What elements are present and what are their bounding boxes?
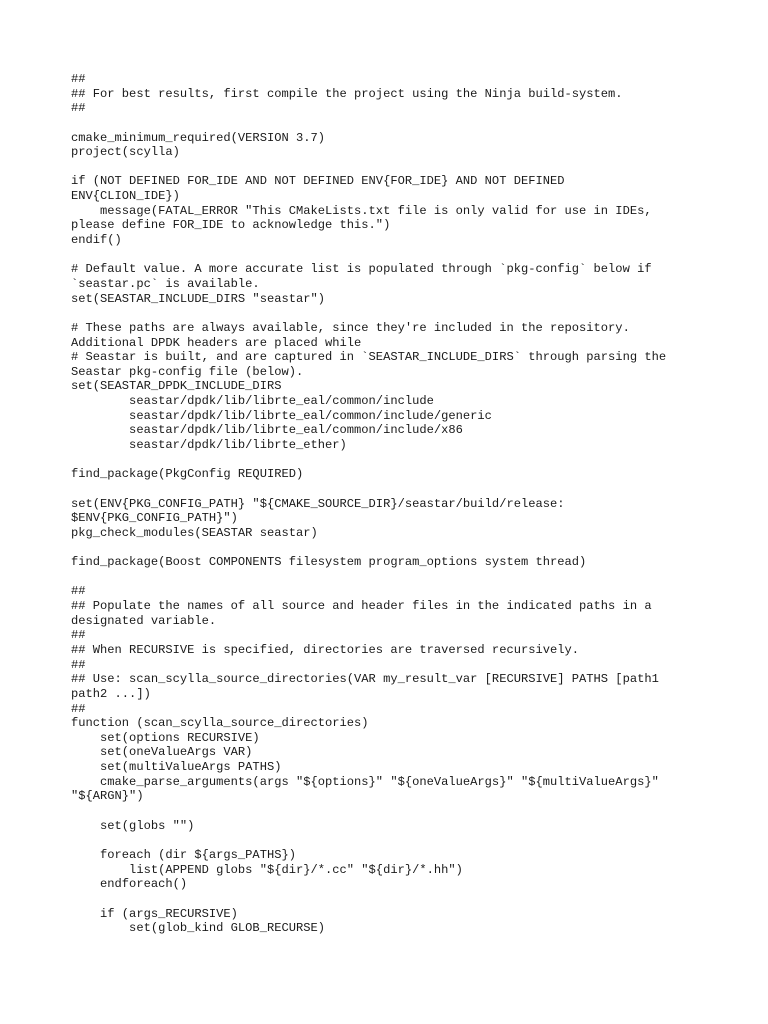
code-line: `seastar.pc` is available. [71, 276, 260, 291]
code-line: seastar/dpdk/lib/librte_eal/common/include/x86 [71, 423, 463, 438]
code-line: find_package(PkgConfig REQUIRED) [71, 467, 304, 482]
code-line: ## [71, 72, 86, 86]
code-line: "${ARGN}") [71, 789, 144, 804]
code-listing [71, 72, 751, 936]
code-line: ENV{CLION_IDE}) [71, 189, 180, 204]
code-line: path2 ...]) [71, 686, 151, 701]
code-line: # These paths are always available, since they're included in the repository. [71, 320, 630, 335]
code-line [71, 306, 751, 321]
code-line: set(SEASTAR_DPDK_INCLUDE_DIRS [71, 379, 282, 394]
code-line: if (NOT DEFINED FOR_IDE AND NOT DEFINED ENV{FOR_IDE} AND NOT DEFINED [71, 174, 565, 189]
code-line: endforeach() [71, 877, 188, 892]
code-line [71, 116, 751, 131]
code-line: set(options RECURSIVE) [71, 730, 260, 745]
code-line: # Seastar is built, and are captured in `SEASTAR_INCLUDE_DIRS` through parsing the [71, 350, 667, 365]
code-line: ## [71, 584, 86, 599]
code-line: function (scan_scylla_source_directories) [71, 716, 369, 731]
code-line: designated variable. [71, 613, 217, 628]
code-line [71, 482, 751, 497]
code-line: ## Use: scan_scylla_source_directories(VAR my_result_var [RECURSIVE] PATHS [path1 [71, 672, 659, 687]
code-line: set(multiValueArgs PATHS) [71, 760, 282, 775]
code-line: # Default value. A more accurate list is populated through `pkg-config` below if [71, 262, 652, 277]
code-line: set(ENV{PKG_CONFIG_PATH} "${CMAKE_SOURCE_DIR}/seastar/build/release: [71, 496, 565, 511]
code-line [71, 248, 751, 263]
code-line: ## When RECURSIVE is specified, directories are traversed recursively. [71, 642, 580, 657]
code-line: $ENV{PKG_CONFIG_PATH}") [71, 511, 238, 526]
code-line: set(glob_kind GLOB_RECURSE) [71, 921, 326, 936]
code-line: message(FATAL_ERROR "This CMakeLists.txt file is only valid for use in IDEs, [71, 203, 652, 218]
code-line: ## Populate the names of all source and header files in the indicated paths in a [71, 599, 652, 614]
code-line [71, 892, 751, 907]
code-line: cmake_minimum_required(VERSION 3.7) [71, 130, 326, 145]
code-line: seastar/dpdk/lib/librte_ether) [71, 438, 347, 453]
code-line: project(scylla) [71, 145, 180, 160]
code-line: please define FOR_IDE to acknowledge this.") [71, 218, 391, 233]
code-line: Seastar pkg-config file (below). [71, 364, 304, 379]
code-line [71, 541, 751, 556]
code-line: ## [71, 657, 86, 672]
code-line: ## [71, 101, 86, 116]
code-line: set(globs "") [71, 818, 195, 833]
code-line: seastar/dpdk/lib/librte_eal/common/include/generic [71, 408, 492, 423]
code-line: if (args_RECURSIVE) [71, 906, 238, 921]
code-line: ## [71, 628, 86, 643]
code-line: ## [71, 701, 86, 716]
code-line: find_package(Boost COMPONENTS filesystem program_options system thread) [71, 555, 587, 570]
code-line [71, 804, 751, 819]
code-line [71, 453, 751, 468]
code-line [71, 833, 751, 848]
code-line: seastar/dpdk/lib/librte_eal/common/include [71, 394, 434, 409]
code-line [71, 570, 751, 585]
code-line: endif() [71, 233, 122, 248]
code-line: ## For best results, first compile the project using the Ninja build-system. [71, 86, 623, 101]
code-line: list(APPEND globs "${dir}/*.cc" "${dir}/*.hh") [71, 862, 463, 877]
code-line: set(SEASTAR_INCLUDE_DIRS "seastar") [71, 291, 326, 306]
code-line: set(oneValueArgs VAR) [71, 745, 253, 760]
code-line: cmake_parse_arguments(args "${options}" "${oneValueArgs}" "${multiValueArgs}" [71, 774, 659, 789]
code-line: Additional DPDK headers are placed while [71, 335, 362, 350]
code-line: foreach (dir ${args_PATHS}) [71, 847, 296, 862]
code-line [71, 160, 751, 175]
code-line: pkg_check_modules(SEASTAR seastar) [71, 525, 318, 540]
